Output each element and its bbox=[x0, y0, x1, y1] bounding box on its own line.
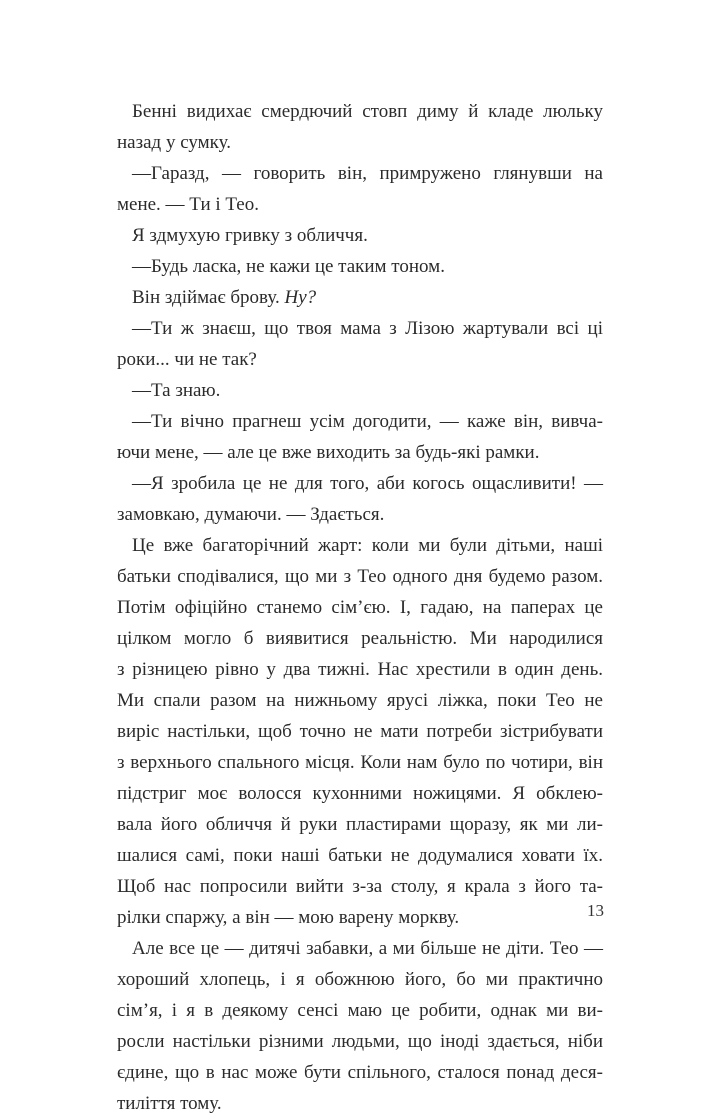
text-line bbox=[117, 282, 603, 313]
text-line-content: Але все це — дитячі забавки, а ми більше не діти. Тео — bbox=[132, 938, 603, 959]
text-line bbox=[117, 747, 603, 778]
text-line bbox=[117, 437, 603, 468]
text-line-content: батьки сподівалися, що ми з Тео одного дня будемо разом. bbox=[117, 566, 603, 587]
text-line-content: —Ти ж знаєш, що твоя мама з Лізою жартували всі ці bbox=[132, 318, 603, 339]
text-line-content: ючи мене, — але це вже виходить за будь-які рамки. bbox=[117, 442, 540, 463]
text-line bbox=[117, 530, 603, 561]
text-line bbox=[117, 189, 603, 220]
text-line-content: єдине, що в нас може бути спільного, сталося понад деся- bbox=[117, 1062, 603, 1083]
text-line bbox=[117, 499, 603, 530]
text-line bbox=[117, 840, 603, 871]
text-line bbox=[117, 1088, 603, 1119]
text-line-content: мене. — Ти і Тео. bbox=[117, 194, 259, 215]
text-line-content: роки... чи не так? bbox=[117, 349, 257, 370]
text-line bbox=[117, 964, 603, 995]
text-line bbox=[117, 158, 603, 189]
text-line-content: Я здмухую гривку з обличчя. bbox=[132, 225, 368, 246]
text-line-content: —Гаразд, — говорить він, примружено глянувши на bbox=[132, 163, 603, 184]
text-line bbox=[117, 1057, 603, 1088]
text-line bbox=[117, 406, 603, 437]
text-line-content: Це вже багаторічний жарт: коли ми були дітьми, наші bbox=[132, 535, 603, 556]
italic-text: Ну? bbox=[284, 287, 317, 308]
text-line-content: вала його обличчя й руки пластирами щоразу, як ми ли- bbox=[117, 814, 603, 835]
page-number: 13 bbox=[587, 901, 604, 920]
text-line-content: —Та знаю. bbox=[132, 380, 221, 401]
text-line bbox=[117, 468, 603, 499]
body-text bbox=[117, 96, 603, 1119]
text-line bbox=[117, 809, 603, 840]
text-line-content: Щоб нас попросили вийти з-за столу, я крала з його та- bbox=[117, 876, 603, 897]
text-line bbox=[117, 344, 603, 375]
text-line bbox=[117, 127, 603, 158]
text-line bbox=[117, 685, 603, 716]
text-line-content: замовкаю, думаючи. — Здається. bbox=[117, 504, 385, 525]
text-line-content: росли настільки різними людьми, що іноді здається, ніби bbox=[117, 1031, 603, 1052]
text-line bbox=[117, 778, 603, 809]
text-line bbox=[117, 871, 603, 902]
text-line bbox=[117, 654, 603, 685]
text-line bbox=[117, 592, 603, 623]
text-line-content: Він здіймає брову. bbox=[132, 287, 280, 308]
text-line-content: виріс настільки, щоб точно не мати потреби зістрибувати bbox=[117, 721, 603, 742]
text-line bbox=[117, 313, 603, 344]
text-line-content: з верхнього спального місця. Коли нам було по чотири, він bbox=[117, 752, 603, 773]
text-line bbox=[117, 623, 603, 654]
text-line-content: рілки спаржу, а він — мою варену моркву. bbox=[117, 907, 460, 928]
text-line-content: сім’я, і я в деякому сенсі маю це робити, однак ми ви- bbox=[117, 1000, 603, 1021]
text-line-content: цілком могло б виявитися реальністю. Ми народилися bbox=[117, 628, 603, 649]
text-line-content: тиліття тому. bbox=[117, 1093, 222, 1114]
text-line-content: підстриг моє волосся кухонними ножицями. Я обклею- bbox=[117, 783, 603, 804]
text-line-content: Ми спали разом на нижньому ярусі ліжка, поки Тео не bbox=[117, 690, 603, 711]
text-line bbox=[117, 902, 603, 933]
text-line-content: —Будь ласка, не кажи це таким тоном. bbox=[132, 256, 445, 277]
text-line-content: Потім офіційно станемо сім’єю. І, гадаю, на паперах це bbox=[117, 597, 603, 618]
text-line bbox=[117, 220, 603, 251]
text-line bbox=[117, 561, 603, 592]
text-line bbox=[117, 933, 603, 964]
text-line bbox=[117, 716, 603, 747]
text-line-content: шалися самі, поки наші батьки не додумалися ховати їх. bbox=[117, 845, 603, 866]
text-line-content: —Ти вічно прагнеш усім догодити, — каже він, вивча- bbox=[132, 411, 603, 432]
text-line-content: назад у сумку. bbox=[117, 132, 231, 153]
text-line bbox=[117, 251, 603, 282]
text-line bbox=[117, 1026, 603, 1057]
text-line-content: з різницею рівно у два тижні. Нас хрестили в один день. bbox=[117, 659, 603, 680]
text-line-content: хороший хлопець, і я обожнюю його, бо ми практично bbox=[117, 969, 603, 990]
text-line-content: —Я зробила це не для того, аби когось ощасливити! — bbox=[132, 473, 603, 494]
text-line bbox=[117, 375, 603, 406]
text-line-content: Бенні видихає смердючий стовп диму й кладе люльку bbox=[132, 101, 603, 122]
text-line bbox=[117, 96, 603, 127]
